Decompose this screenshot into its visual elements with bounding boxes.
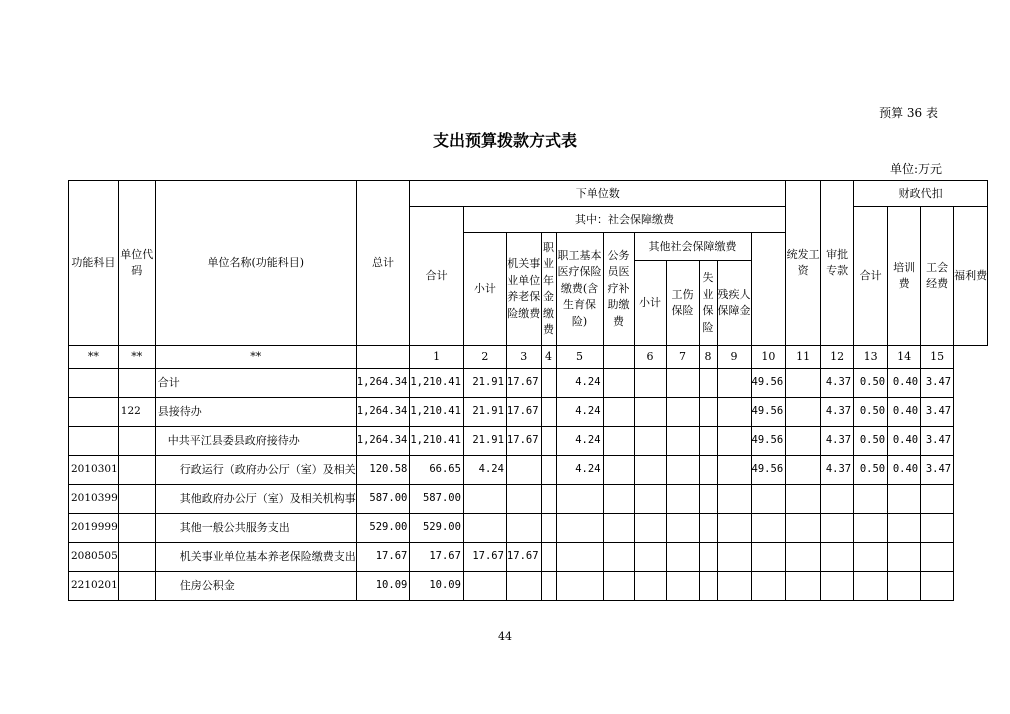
unit-label: 单位:万元 — [889, 162, 942, 176]
row-salary — [751, 514, 786, 543]
index-cell: 4 — [541, 346, 556, 369]
row-other-small — [634, 572, 666, 601]
row-total: 120.58 — [356, 456, 410, 485]
table-row — [69, 369, 988, 398]
header-total: 总计 — [356, 181, 410, 346]
row-total: 1,264.34 — [356, 427, 410, 456]
header-sum: 合计 — [410, 207, 464, 346]
row-union — [888, 543, 921, 572]
row-welfare — [921, 485, 954, 514]
row-sum: 1,210.41 — [410, 398, 464, 427]
header-func-subject: 功能科目 — [69, 181, 119, 346]
row-other-small — [634, 427, 666, 456]
row-annuity — [541, 514, 556, 543]
row-small-total — [463, 485, 506, 514]
row-approval — [786, 485, 821, 514]
row-pension: 17.67 — [506, 369, 541, 398]
row-pension: 17.67 — [506, 398, 541, 427]
index-cell: 9 — [717, 346, 751, 369]
row-disabled — [717, 572, 751, 601]
row-medical — [556, 514, 603, 543]
table-number: 预算 36 表 — [879, 106, 938, 120]
row-union: 0.40 — [888, 456, 921, 485]
index-cell: ** — [155, 346, 356, 369]
row-approval — [786, 369, 821, 398]
row-training: 0.50 — [854, 427, 888, 456]
row-welfare: 3.47 — [921, 369, 954, 398]
row-total: 587.00 — [356, 485, 410, 514]
row-union: 0.40 — [888, 398, 921, 427]
row-unit-name: 行政运行（政府办公厅（室）及相关 — [155, 456, 356, 485]
row-unit-code — [118, 456, 155, 485]
row-training: 0.50 — [854, 369, 888, 398]
row-other-small — [634, 369, 666, 398]
row-civil-medical — [603, 514, 634, 543]
row-unit-name: 机关事业单位基本养老保险缴费支出 — [155, 543, 356, 572]
row-annuity — [541, 369, 556, 398]
row-civil-medical — [603, 456, 634, 485]
row-medical: 4.24 — [556, 427, 603, 456]
row-medical: 4.24 — [556, 398, 603, 427]
index-row — [69, 346, 988, 369]
index-cell: ** — [118, 346, 155, 369]
page-number: 44 — [498, 630, 512, 643]
row-func-code: 2010301 — [69, 456, 119, 485]
index-cell: 15 — [921, 346, 954, 369]
index-cell: 3 — [506, 346, 541, 369]
row-annuity — [541, 427, 556, 456]
header-injury: 工伤保险 — [666, 261, 699, 346]
row-func-code — [69, 427, 119, 456]
row-unit-name: 其他政府办公厅（室）及相关机构事 — [155, 485, 356, 514]
row-func-code: 2080505 — [69, 543, 119, 572]
row-salary — [751, 543, 786, 572]
row-unemployment — [699, 485, 717, 514]
row-unit-name: 中共平江县委县政府接待办 — [155, 427, 356, 456]
row-disabled — [717, 456, 751, 485]
row-annuity — [541, 485, 556, 514]
header-approval: 审批专款 — [821, 181, 854, 346]
row-total: 1,264.34 — [356, 398, 410, 427]
row-pension: 17.67 — [506, 427, 541, 456]
header-other-social: 其他社会保障缴费 — [634, 233, 751, 261]
row-sum: 587.00 — [410, 485, 464, 514]
row-unit-code — [118, 427, 155, 456]
row-approval — [786, 456, 821, 485]
row-small-total: 21.91 — [463, 369, 506, 398]
row-approval — [786, 572, 821, 601]
row-fin-sum — [821, 543, 854, 572]
row-disabled — [717, 514, 751, 543]
row-training: 0.50 — [854, 456, 888, 485]
row-fin-sum — [821, 572, 854, 601]
table-row — [69, 572, 988, 601]
row-other-small — [634, 398, 666, 427]
row-other-small — [634, 514, 666, 543]
row-medical: 4.24 — [556, 456, 603, 485]
row-total: 17.67 — [356, 543, 410, 572]
header-unit-code: 单位代码 — [118, 181, 155, 346]
row-fin-sum — [821, 514, 854, 543]
row-sum: 10.09 — [410, 572, 464, 601]
row-welfare — [921, 572, 954, 601]
row-disabled — [717, 398, 751, 427]
row-disabled — [717, 427, 751, 456]
header-unit-name: 单位名称(功能科目) — [155, 181, 356, 346]
row-sum: 529.00 — [410, 514, 464, 543]
row-training — [854, 572, 888, 601]
row-salary: 49.56 — [751, 369, 786, 398]
budget-table — [68, 180, 988, 601]
row-small-total: 17.67 — [463, 543, 506, 572]
row-sum: 66.65 — [410, 456, 464, 485]
row-injury — [666, 398, 699, 427]
row-civil-medical — [603, 543, 634, 572]
row-func-code — [69, 369, 119, 398]
row-welfare — [921, 543, 954, 572]
row-fin-sum: 4.37 — [821, 427, 854, 456]
row-disabled — [717, 543, 751, 572]
row-pension — [506, 514, 541, 543]
row-approval — [786, 543, 821, 572]
row-welfare: 3.47 — [921, 427, 954, 456]
index-cell: 13 — [854, 346, 888, 369]
row-func-code: 2019999 — [69, 514, 119, 543]
row-other-small — [634, 456, 666, 485]
header-other-small: 小计 — [634, 261, 666, 346]
row-unemployment — [699, 543, 717, 572]
row-union — [888, 514, 921, 543]
row-medical — [556, 572, 603, 601]
row-unit-code — [118, 485, 155, 514]
index-cell: 1 — [410, 346, 464, 369]
row-training — [854, 514, 888, 543]
row-fin-sum: 4.37 — [821, 456, 854, 485]
row-medical — [556, 485, 603, 514]
row-welfare: 3.47 — [921, 398, 954, 427]
row-annuity — [541, 572, 556, 601]
row-union: 0.40 — [888, 427, 921, 456]
row-small-total: 21.91 — [463, 398, 506, 427]
index-cell: 11 — [786, 346, 821, 369]
row-pension — [506, 572, 541, 601]
row-func-code: 2010399 — [69, 485, 119, 514]
row-unemployment — [699, 427, 717, 456]
row-small-total — [463, 514, 506, 543]
row-sum: 17.67 — [410, 543, 464, 572]
row-salary: 49.56 — [751, 398, 786, 427]
row-approval — [786, 427, 821, 456]
row-training: 0.50 — [854, 398, 888, 427]
row-training — [854, 543, 888, 572]
row-injury — [666, 485, 699, 514]
row-annuity — [541, 398, 556, 427]
header-annuity: 职业年金缴费 — [541, 233, 556, 346]
row-unemployment — [699, 572, 717, 601]
index-cell: 10 — [751, 346, 786, 369]
row-func-code — [69, 398, 119, 427]
row-fin-sum: 4.37 — [821, 398, 854, 427]
header-medical: 职工基本医疗保险缴费(含生育保险) — [556, 233, 603, 346]
row-pension — [506, 485, 541, 514]
row-salary: 49.56 — [751, 427, 786, 456]
table-row — [69, 398, 988, 427]
table-row — [69, 456, 988, 485]
header-social-security: 其中：社会保障缴费 — [463, 207, 785, 233]
header-finance: 财政代扣 — [854, 181, 988, 207]
row-unit-name: 其他一般公共服务支出 — [155, 514, 356, 543]
row-welfare — [921, 514, 954, 543]
index-cell: 2 — [463, 346, 506, 369]
row-other-small — [634, 543, 666, 572]
row-civil-medical — [603, 398, 634, 427]
table-row — [69, 543, 988, 572]
index-cell — [603, 346, 634, 369]
index-cell — [356, 346, 410, 369]
header-lower-unit: 下单位数 — [410, 181, 786, 207]
row-salary — [751, 572, 786, 601]
row-unit-code — [118, 514, 155, 543]
index-cell: 12 — [821, 346, 854, 369]
row-unit-code — [118, 543, 155, 572]
row-pension — [506, 456, 541, 485]
row-unit-name: 合计 — [155, 369, 356, 398]
page-title: 支出预算拨款方式表 — [432, 131, 577, 150]
table-row — [69, 427, 988, 456]
header-union: 工会经费 — [921, 207, 954, 346]
index-cell: 5 — [556, 346, 603, 369]
header-welfare: 福利费 — [954, 207, 988, 346]
row-small-total — [463, 572, 506, 601]
row-unit-code: 122 — [118, 398, 155, 427]
header-fin-sum: 合计 — [854, 207, 888, 346]
row-injury — [666, 427, 699, 456]
header-disabled: 残疾人保障金 — [717, 261, 751, 346]
row-sum: 1,210.41 — [410, 369, 464, 398]
row-fin-sum: 4.37 — [821, 369, 854, 398]
row-small-total: 4.24 — [463, 456, 506, 485]
row-func-code: 2210201 — [69, 572, 119, 601]
row-union — [888, 572, 921, 601]
row-civil-medical — [603, 485, 634, 514]
row-unit-name: 住房公积金 — [155, 572, 356, 601]
header-unemployment: 失业保险 — [699, 261, 717, 346]
row-total: 1,264.34 — [356, 369, 410, 398]
table-row — [69, 485, 988, 514]
row-unit-code — [118, 369, 155, 398]
table-row — [69, 514, 988, 543]
row-disabled — [717, 485, 751, 514]
row-sum: 1,210.41 — [410, 427, 464, 456]
row-union — [888, 485, 921, 514]
row-civil-medical — [603, 369, 634, 398]
row-approval — [786, 398, 821, 427]
row-disabled — [717, 369, 751, 398]
index-cell: 6 — [634, 346, 666, 369]
row-union: 0.40 — [888, 369, 921, 398]
row-injury — [666, 456, 699, 485]
row-annuity — [541, 456, 556, 485]
row-total: 10.09 — [356, 572, 410, 601]
index-cell: 14 — [888, 346, 921, 369]
row-training — [854, 485, 888, 514]
row-injury — [666, 514, 699, 543]
row-salary: 49.56 — [751, 456, 786, 485]
header-salary: 统发工资 — [786, 181, 821, 346]
index-cell: 7 — [666, 346, 699, 369]
row-injury — [666, 369, 699, 398]
row-other-small — [634, 485, 666, 514]
row-unemployment — [699, 456, 717, 485]
header-civil-medical: 公务员医疗补助缴费 — [603, 233, 634, 346]
header-small-total: 小计 — [463, 233, 506, 346]
row-total: 529.00 — [356, 514, 410, 543]
row-small-total: 21.91 — [463, 427, 506, 456]
row-fin-sum — [821, 485, 854, 514]
row-annuity — [541, 543, 556, 572]
row-unit-name: 县接待办 — [155, 398, 356, 427]
index-cell: 8 — [699, 346, 717, 369]
row-unit-code — [118, 572, 155, 601]
header-training: 培训费 — [888, 207, 921, 346]
row-salary — [751, 485, 786, 514]
row-unemployment — [699, 514, 717, 543]
row-injury — [666, 543, 699, 572]
row-civil-medical — [603, 572, 634, 601]
index-cell: ** — [69, 346, 119, 369]
row-welfare: 3.47 — [921, 456, 954, 485]
row-approval — [786, 514, 821, 543]
row-unemployment — [699, 398, 717, 427]
row-unemployment — [699, 369, 717, 398]
header-pension: 机关事业单位养老保险缴费 — [506, 233, 541, 346]
row-civil-medical — [603, 427, 634, 456]
row-medical — [556, 543, 603, 572]
row-medical: 4.24 — [556, 369, 603, 398]
row-injury — [666, 572, 699, 601]
row-pension: 17.67 — [506, 543, 541, 572]
